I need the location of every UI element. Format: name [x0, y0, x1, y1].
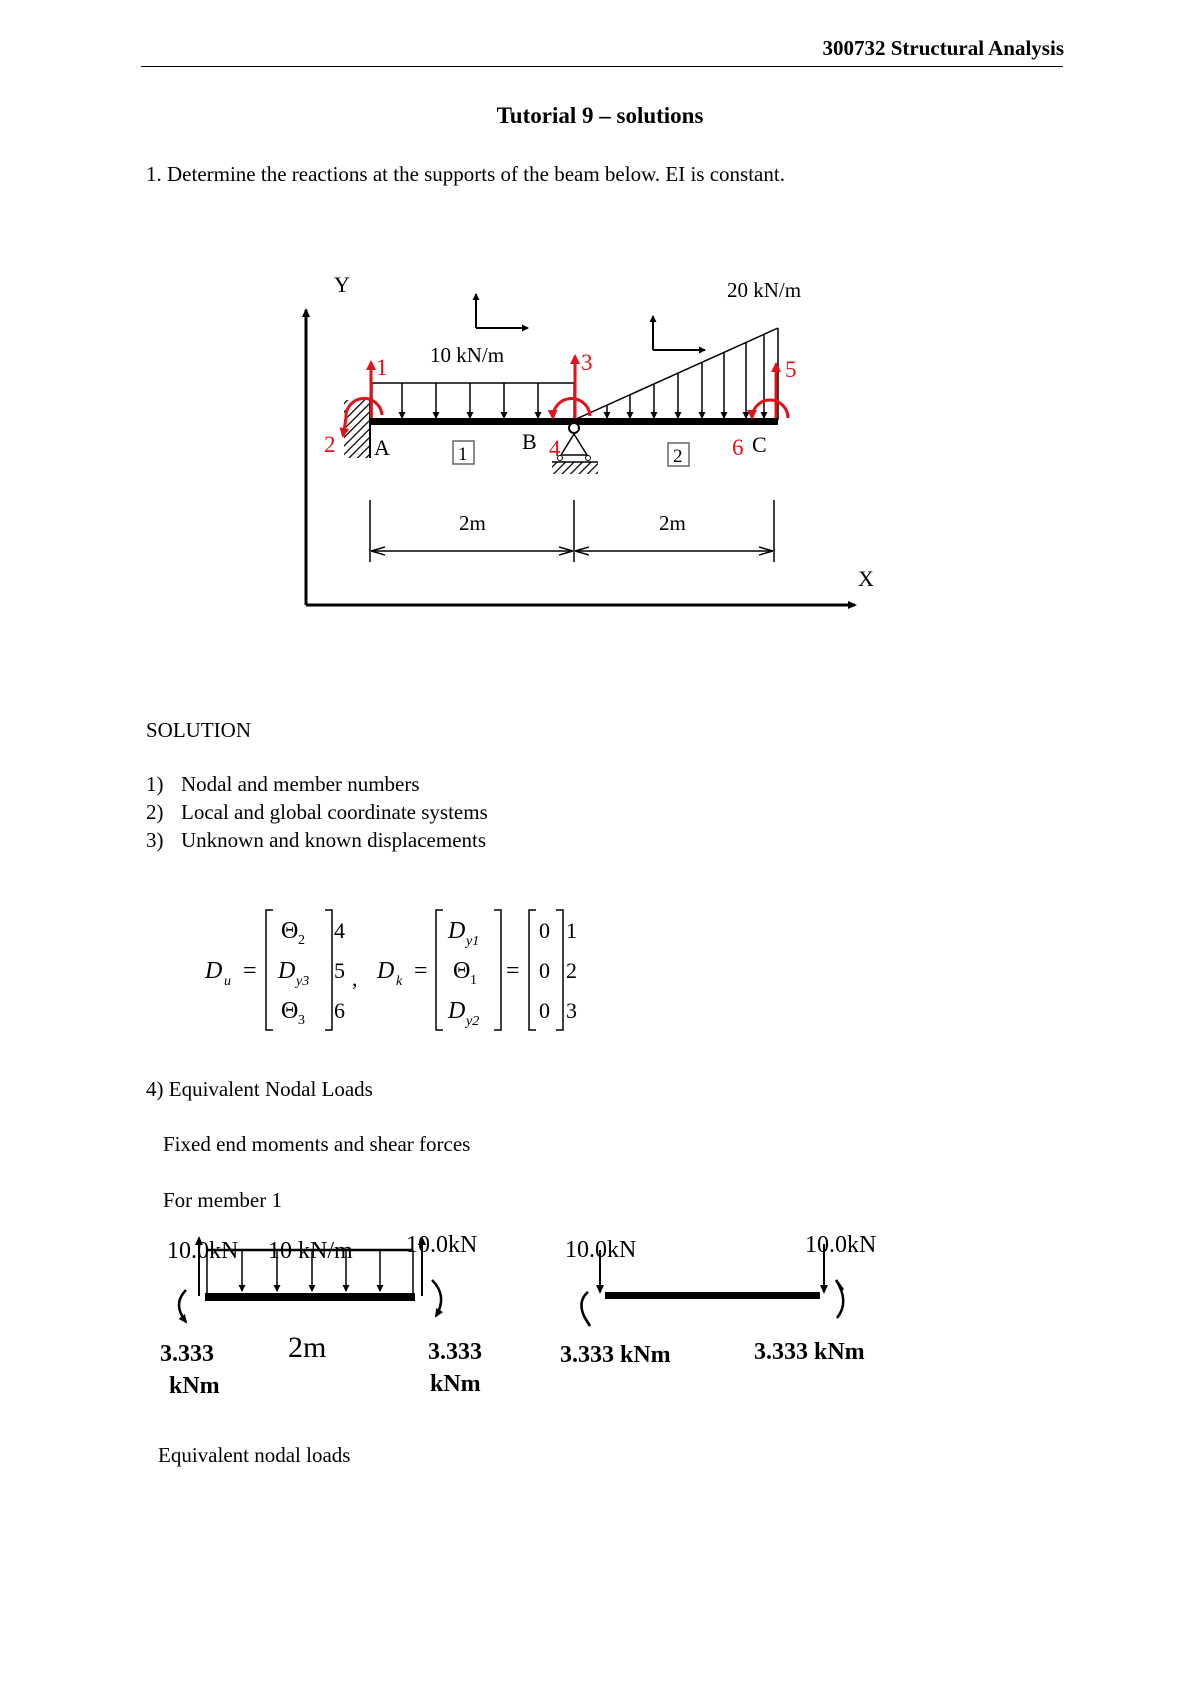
fem1-moment-right-unit: kNm	[430, 1371, 481, 1397]
fem2-shear-right: 10.0kN	[805, 1232, 877, 1258]
du-equals: =	[243, 958, 257, 984]
span-1-label: 2m	[459, 511, 486, 535]
question-text: 1. Determine the reactions at the supports of the beam below. EI is constant.	[146, 162, 785, 186]
equation-comma: ,	[352, 966, 358, 991]
du-index-5: 5	[334, 958, 345, 983]
dk-entry-1-sub: y1	[466, 934, 480, 949]
axis-x-label: X	[858, 566, 874, 591]
du-entry-3-sub: 3	[298, 1013, 305, 1028]
dof-3: 3	[581, 350, 593, 375]
du-entry-1-sym: Θ	[281, 918, 299, 944]
dk-value-3: 0	[539, 998, 550, 1023]
node-a-label: A	[374, 435, 390, 460]
equivalent-loads-caption: Equivalent nodal loads	[158, 1443, 351, 1467]
du-index-6: 6	[334, 998, 345, 1023]
dof-6: 6	[732, 435, 744, 460]
dk-entry-3-sub: y2	[466, 1014, 480, 1029]
step-2-text: Local and global coordinate systems	[181, 800, 488, 824]
solution-heading: SOLUTION	[146, 718, 251, 742]
du-index-4: 4	[334, 918, 345, 943]
du-entry-1-sub: 2	[298, 933, 305, 948]
dk-value-1: 0	[539, 918, 550, 943]
dimension-lines	[370, 500, 774, 562]
tri-load-label: 20 kN/m	[727, 278, 802, 302]
for-member-text: For member 1	[163, 1188, 282, 1212]
fem1-moment-right-value: 3.333	[428, 1339, 482, 1365]
dof-5: 5	[785, 357, 797, 382]
dof-1: 1	[376, 355, 388, 380]
fem1-moment-left-unit: kNm	[169, 1373, 220, 1399]
axis-y-label: Y	[334, 272, 350, 297]
header-course: 300732 Structural Analysis	[822, 36, 1064, 60]
step-4-heading: 4) Equivalent Nodal Loads	[146, 1077, 373, 1101]
dk-entry-1-sym: D	[448, 918, 466, 944]
dk-index-1: 1	[566, 918, 577, 943]
step-3-num: 3)	[146, 828, 164, 852]
local-axes-member-2	[653, 316, 705, 350]
page-title: Tutorial 9 – solutions	[496, 103, 704, 128]
fem1-shear-left: 10.0kN	[167, 1238, 239, 1264]
step-1-text: Nodal and member numbers	[181, 772, 420, 796]
triangular-load	[574, 328, 778, 420]
member-1-label: 1	[458, 444, 468, 465]
dk-value-2: 0	[539, 958, 550, 983]
fem2-moment-right: 3.333 kNm	[754, 1339, 865, 1365]
udl-label: 10 kN/m	[430, 343, 505, 367]
fem2-moment-left: 3.333 kNm	[560, 1342, 671, 1368]
beam-diagram	[0, 0, 1200, 640]
du-subscript: u	[224, 974, 231, 989]
dk-index-2: 2	[566, 958, 577, 983]
fem1-span-label: 2m	[288, 1331, 327, 1364]
step-1-num: 1)	[146, 772, 164, 796]
fem1-shear-right: 10.0kN	[406, 1232, 478, 1258]
step-3-text: Unknown and known displacements	[181, 828, 487, 852]
fem-diagrams	[0, 1230, 1200, 1430]
dk-entry-2-sym: Θ	[453, 958, 471, 984]
node-b-label: B	[522, 429, 537, 454]
span-2-label: 2m	[659, 511, 686, 535]
du-entry-2-sym: D	[278, 958, 296, 984]
dof-4: 4	[549, 436, 561, 461]
step-2-num: 2)	[146, 800, 164, 824]
dk-symbol: D	[377, 958, 395, 984]
udl-load	[372, 383, 574, 420]
dk-entry-3-sym: D	[448, 998, 466, 1024]
du-entry-2-sub: y3	[296, 974, 310, 989]
displacement-equation	[0, 900, 1200, 1050]
member-2-label: 2	[673, 446, 683, 467]
dk-subscript: k	[396, 974, 403, 989]
dk-entry-2-sub: 1	[470, 973, 477, 988]
node-c-label: C	[752, 432, 767, 457]
dk-equals: =	[414, 958, 428, 984]
fem2-shear-left: 10.0kN	[565, 1237, 637, 1263]
dof-2: 2	[324, 432, 336, 457]
du-entry-3-sym: Θ	[281, 998, 299, 1024]
dk-value-equals: =	[506, 958, 520, 984]
du-matrix-brackets	[266, 910, 332, 1030]
fem1-load-label: 10 kN/m	[268, 1238, 353, 1264]
dk-index-3: 3	[566, 998, 577, 1023]
du-symbol: D	[205, 958, 223, 984]
local-axes-member-1	[476, 294, 528, 328]
fem1-moment-left-value: 3.333	[160, 1341, 214, 1367]
fixed-end-text: Fixed end moments and shear forces	[163, 1132, 471, 1156]
